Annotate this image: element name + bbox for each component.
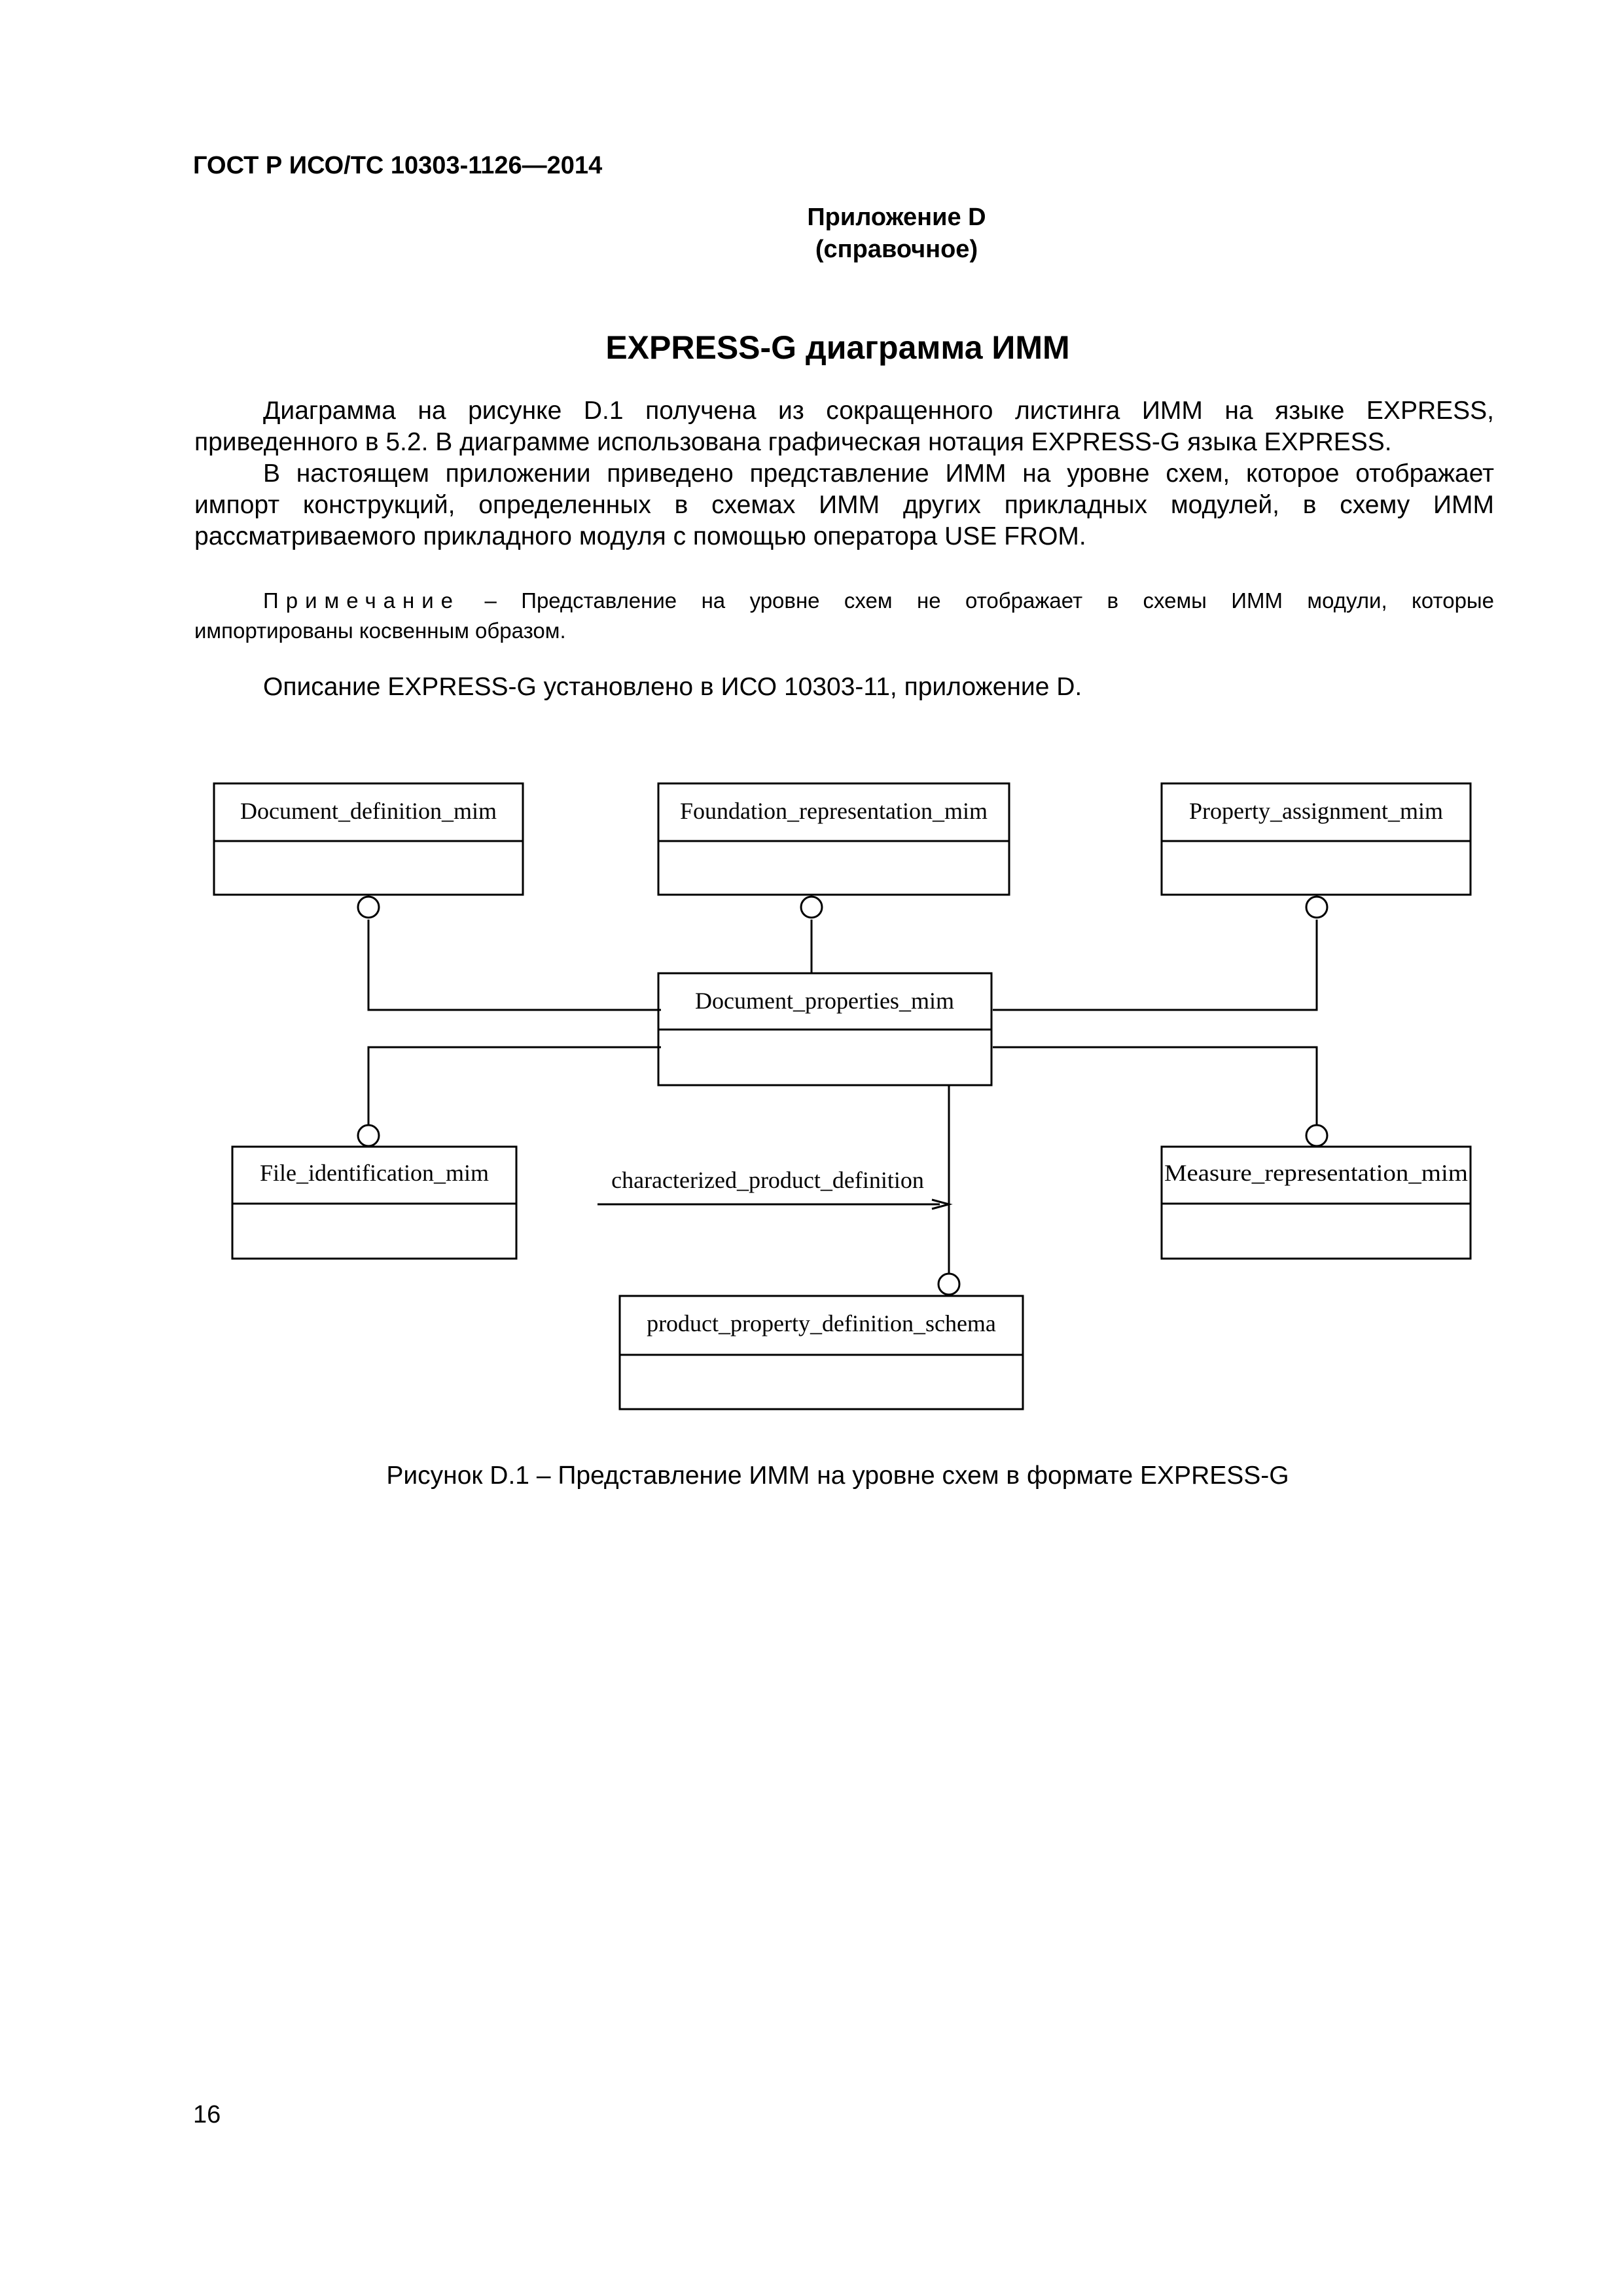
box-label-product-property-definition: product_property_definition_schema — [647, 1310, 996, 1336]
box-label-foundation-representation: Foundation_representation_mim — [680, 798, 988, 824]
note-label: Примечание — [263, 588, 461, 613]
box-label-measure-representation: Measure_representation_mim — [1164, 1160, 1468, 1186]
use-from-circle-icon — [938, 1274, 959, 1295]
use-from-circle-icon — [358, 1125, 379, 1146]
reference-label: characterized_product_definition — [611, 1167, 924, 1193]
connector-measure-representation — [993, 1047, 1317, 1124]
document-code: ГОСТ Р ИСО/ТС 10303-1126—2014 — [193, 152, 603, 179]
box-label-document-definition: Document_definition_mim — [240, 798, 497, 824]
paragraph-2-line-2: импорт конструкций, определенных в схемах ИММ других прикладных модулей, в схему ИММ — [194, 491, 1494, 519]
figure-caption: Рисунок D.1 – Представление ИММ на уровне схем в формате EXPRESS-G — [386, 1462, 1289, 1490]
paragraph-2-line-3: рассматриваемого прикладного модуля с помощью оператора USE FROM. — [194, 522, 1086, 550]
paragraph-1-line-1: Диаграмма на рисунке D.1 получена из сокращенного листинга ИММ на языке EXPRESS, — [263, 397, 1494, 425]
connector-file-identification — [368, 1047, 661, 1124]
note-dash: – — [484, 588, 497, 613]
note-line-2: импортированы косвенным образом. — [194, 619, 566, 643]
note-text-1: Представление на уровне схем не отображает в схемы ИММ модули, которые — [521, 588, 1494, 613]
reference-paragraph: Описание EXPRESS-G установлено в ИСО 10303-11, приложение D. — [263, 673, 1082, 701]
box-label-file-identification: File_identification_mim — [260, 1160, 489, 1186]
connector-property-assignment — [993, 920, 1317, 1010]
use-from-circle-icon — [1306, 897, 1327, 918]
use-from-circle-icon — [358, 897, 379, 918]
appendix-label: Приложение D — [807, 204, 986, 231]
box-label-document-properties: Document_properties_mim — [695, 988, 954, 1014]
box-label-property-assignment: Property_assignment_mim — [1189, 798, 1443, 824]
paragraph-1-line-2: приведенного в 5.2. В диаграмме использована графическая нотация EXPRESS-G языка EXPRESS. — [194, 428, 1392, 456]
appendix-kind: (справочное) — [815, 236, 978, 263]
connector-document-definition — [368, 920, 661, 1010]
page-number: 16 — [193, 2101, 221, 2128]
section-title: EXPRESS-G диаграмма ИММ — [605, 329, 1070, 366]
use-from-circle-icon — [801, 897, 822, 918]
paragraph-2-line-1: В настоящем приложении приведено представление ИММ на уровне схем, которое отображает — [263, 459, 1494, 488]
use-from-circle-icon — [1306, 1125, 1327, 1146]
